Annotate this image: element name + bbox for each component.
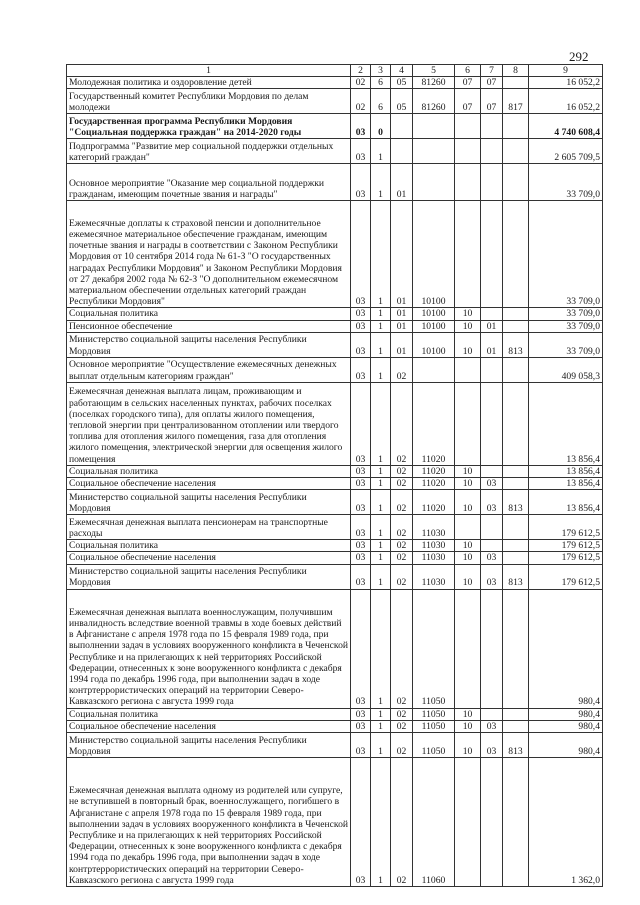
section-code-cell: 03 [351,357,371,382]
admin-code-cell [503,589,529,708]
direction-cell: 11030 [413,564,455,589]
table-row [67,564,603,589]
table-row [67,708,603,720]
admin-code-cell [503,540,529,552]
activity-cell [391,139,413,164]
section-code-cell: 03 [351,589,371,708]
header-row [67,65,603,77]
direction-cell [413,139,455,164]
section-code-cell: 02 [351,77,371,89]
activity-cell: 01 [391,164,413,201]
amount-cell: 980,4 [529,733,603,758]
admin-code-cell [503,552,529,564]
activity-cell: 05 [391,89,413,114]
chapter-cell [455,114,481,139]
subprogram-cell: 1 [371,320,391,332]
subprogram-cell: 1 [371,758,391,887]
item-name-cell: Ежемесячная денежная выплата пенсионерам на транспортные расходы [67,515,351,540]
amount-cell: 13 856,4 [529,465,603,477]
activity-cell: 05 [391,77,413,89]
chapter-cell [455,758,481,887]
section-code-cell: 03 [351,308,371,320]
chapter-cell: 07 [455,89,481,114]
subsection-cell: 01 [481,332,503,357]
table-row [67,77,603,89]
budget-table [66,64,603,887]
table-row [67,540,603,552]
chapter-cell [455,382,481,465]
subprogram-cell: 1 [371,139,391,164]
subprogram-cell: 0 [371,114,391,139]
subprogram-cell: 1 [371,382,391,465]
table-row [67,758,603,887]
subsection-cell [481,308,503,320]
admin-code-cell [503,114,529,139]
activity-cell: 02 [391,552,413,564]
item-name-cell: Социальное обеспечение населения [67,478,351,490]
subprogram-cell: 1 [371,720,391,732]
section-code-cell: 03 [351,720,371,732]
amount-cell: 13 856,4 [529,478,603,490]
subprogram-cell: 1 [371,733,391,758]
section-code-cell: 03 [351,708,371,720]
activity-cell [391,114,413,139]
activity-cell: 02 [391,465,413,477]
subsection-cell [481,114,503,139]
admin-code-cell: 813 [503,564,529,589]
item-name-cell: Социальная политика [67,540,351,552]
table-row [67,201,603,308]
table-row [67,357,603,382]
admin-code-cell [503,720,529,732]
table-row [67,515,603,540]
subprogram-cell: 1 [371,564,391,589]
item-name-cell: Социальная политика [67,308,351,320]
item-name-cell: Ежемесячные доплаты к страховой пенсии и дополнительное ежемесячное материальное обеспечение гражданам, имеющим почетные звания и награды в соответствии с Законом Республики Мордовия от 10 сентября 2014 года № 61-З "О государственных наградах Республики Мордовия" и Законом Республики Мордовия от 27 декабря 2002 года № 62-З "О дополнительном ежемесячном материальном обеспечении отдельных категорий граждан Республики Мордовия" [67,201,351,308]
item-name-cell: Министерство социальной защиты населения Республики Мордовия [67,564,351,589]
table-row [67,114,603,139]
subprogram-cell: 1 [371,515,391,540]
direction-cell [413,357,455,382]
admin-code-cell [503,201,529,308]
subsection-cell: 03 [481,733,503,758]
section-code-cell: 03 [351,515,371,540]
activity-cell: 02 [391,382,413,465]
direction-cell: 10100 [413,320,455,332]
chapter-cell [455,139,481,164]
table-row [67,164,603,201]
admin-code-cell [503,139,529,164]
item-name-cell: Основное мероприятие "Оказание мер социальной поддержки гражданам, имеющим почетные звания и награды" [67,164,351,201]
item-name-cell: Государственный комитет Республики Мордовия по делам молодежи [67,89,351,114]
activity-cell: 02 [391,490,413,515]
subsection-cell [481,540,503,552]
chapter-cell: 10 [455,552,481,564]
amount-cell: 2 605 709,5 [529,139,603,164]
amount-cell: 1 362,0 [529,758,603,887]
item-name-cell: Министерство социальной защиты населения Республики Мордовия [67,733,351,758]
activity-cell: 02 [391,564,413,589]
table-row [67,720,603,732]
activity-cell: 01 [391,308,413,320]
section-code-cell: 03 [351,490,371,515]
chapter-cell: 10 [455,332,481,357]
subsection-cell [481,515,503,540]
table-row [67,89,603,114]
section-code-cell: 03 [351,332,371,357]
column-header: 5 [413,65,455,77]
amount-cell: 980,4 [529,708,603,720]
chapter-cell [455,357,481,382]
amount-cell: 179 612,5 [529,540,603,552]
subsection-cell [481,357,503,382]
section-code-cell: 03 [351,564,371,589]
chapter-cell: 10 [455,320,481,332]
section-code-cell: 03 [351,758,371,887]
column-header: 3 [371,65,391,77]
amount-cell: 33 709,0 [529,164,603,201]
admin-code-cell: 813 [503,490,529,515]
item-name-cell: Подпрограмма "Развитие мер социальной поддержки отдельных категорий граждан" [67,139,351,164]
amount-cell: 4 740 608,4 [529,114,603,139]
admin-code-cell [503,382,529,465]
column-header: 4 [391,65,413,77]
amount-cell: 179 612,5 [529,564,603,589]
section-code-cell: 03 [351,382,371,465]
subsection-cell [481,589,503,708]
amount-cell: 179 612,5 [529,552,603,564]
subprogram-cell: 1 [371,708,391,720]
item-name-cell: Государственная программа Республики Мордовия "Социальная поддержка граждан" на 2014-2020 годы [67,114,351,139]
table-row [67,139,603,164]
table-row [67,589,603,708]
page-number: 292 [569,49,589,64]
subprogram-cell: 6 [371,89,391,114]
amount-cell: 33 709,0 [529,201,603,308]
activity-cell: 02 [391,720,413,732]
subsection-cell: 03 [481,564,503,589]
item-name-cell: Ежемесячная денежная выплата лицам, проживающим и работающим в сельских населенных пунктах, рабочих поселках (поселках городского типа), для оплаты жилого помещения, тепловой энергии при централизованном отоплении или твердого топлива для отопления жилого помещения, газа для отопления жилого помещения, электрической энергии для освещения жилого помещения [67,382,351,465]
subsection-cell [481,139,503,164]
chapter-cell [455,515,481,540]
subprogram-cell: 1 [371,540,391,552]
chapter-cell: 07 [455,77,481,89]
admin-code-cell [503,465,529,477]
admin-code-cell: 817 [503,89,529,114]
section-code-cell: 03 [351,139,371,164]
activity-cell: 02 [391,589,413,708]
subsection-cell [481,164,503,201]
table-row [67,382,603,465]
column-header: 2 [351,65,371,77]
chapter-cell: 10 [455,733,481,758]
amount-cell: 33 709,0 [529,308,603,320]
admin-code-cell [503,708,529,720]
item-name-cell: Социальная политика [67,708,351,720]
activity-cell: 02 [391,758,413,887]
table-row [67,733,603,758]
section-code-cell: 03 [351,552,371,564]
section-code-cell: 03 [351,733,371,758]
subsection-cell: 03 [481,552,503,564]
amount-cell: 16 052,2 [529,89,603,114]
subsection-cell [481,708,503,720]
section-code-cell: 03 [351,478,371,490]
subsection-cell: 07 [481,77,503,89]
activity-cell: 02 [391,708,413,720]
activity-cell: 02 [391,357,413,382]
subprogram-cell: 1 [371,201,391,308]
direction-cell: 11050 [413,708,455,720]
subprogram-cell: 1 [371,332,391,357]
subsection-cell [481,201,503,308]
table-row [67,308,603,320]
column-header: 9 [529,65,603,77]
direction-cell: 10100 [413,308,455,320]
subsection-cell: 03 [481,720,503,732]
subprogram-cell: 1 [371,552,391,564]
direction-cell: 11020 [413,490,455,515]
admin-code-cell [503,164,529,201]
activity-cell: 01 [391,320,413,332]
admin-code-cell [503,758,529,887]
item-name-cell: Социальное обеспечение населения [67,720,351,732]
item-name-cell: Ежемесячная денежная выплата военнослужащим, получившим инвалидность вследствие военной травмы в ходе боевых действий в Афганистане с апреля 1978 года по 15 февраля 1989 года, при выполнении задач в условиях вооруженного конфликта в Чеченской Республике и на прилегающих к ней территориях Российской Федерации, отнесенных к зоне вооруженного конфликта с декабря 1994 года по декабрь 1996 года, при выполнении задач в ходе контртеррористических операций на территории Северо-Кавказского региона с августа 1999 года [67,589,351,708]
amount-cell: 33 709,0 [529,332,603,357]
amount-cell: 980,4 [529,589,603,708]
admin-code-cell [503,320,529,332]
subsection-cell [481,465,503,477]
subprogram-cell: 1 [371,465,391,477]
direction-cell: 10100 [413,201,455,308]
chapter-cell: 10 [455,720,481,732]
admin-code-cell: 813 [503,733,529,758]
chapter-cell: 10 [455,478,481,490]
admin-code-cell [503,357,529,382]
subprogram-cell: 1 [371,490,391,515]
table-row [67,478,603,490]
chapter-cell [455,201,481,308]
subsection-cell: 01 [481,320,503,332]
table-row [67,332,603,357]
subprogram-cell: 1 [371,589,391,708]
table-row [67,552,603,564]
table-row [67,320,603,332]
chapter-cell: 10 [455,490,481,515]
activity-cell: 02 [391,515,413,540]
subprogram-cell: 1 [371,357,391,382]
direction-cell: 11020 [413,478,455,490]
activity-cell: 02 [391,540,413,552]
admin-code-cell [503,77,529,89]
subsection-cell [481,758,503,887]
direction-cell: 11020 [413,382,455,465]
amount-cell: 13 856,4 [529,382,603,465]
column-header: 1 [67,65,351,77]
item-name-cell: Ежемесячная денежная выплата одному из родителей или супруге, не вступившей в повторный брак, военнослужащего, погибшего в Афганистане с апреля 1978 года по 15 февраля 1989 года, при выполнении задач в условиях вооруженного конфликта в Чеченской Республике и на прилегающих к ней территориях Российской Федерации, отнесенных к зоне вооруженного конфликта с декабря 1994 года по декабрь 1996 года, при выполнении задач в ходе контртеррористических операций на территории Северо-Кавказского региона с августа 1999 года [67,758,351,887]
activity-cell: 02 [391,733,413,758]
item-name-cell: Министерство социальной защиты населения Республики Мордовия [67,332,351,357]
activity-cell: 01 [391,201,413,308]
subprogram-cell: 6 [371,77,391,89]
direction-cell: 11030 [413,515,455,540]
amount-cell: 33 709,0 [529,320,603,332]
section-code-cell: 02 [351,89,371,114]
direction-cell: 11050 [413,589,455,708]
table-row [67,465,603,477]
item-name-cell: Молодежная политика и оздоровление детей [67,77,351,89]
amount-cell: 179 612,5 [529,515,603,540]
activity-cell: 01 [391,332,413,357]
chapter-cell [455,164,481,201]
admin-code-cell [503,515,529,540]
amount-cell: 409 058,3 [529,357,603,382]
chapter-cell: 10 [455,564,481,589]
admin-code-cell [503,478,529,490]
item-name-cell: Министерство социальной защиты населения Республики Мордовия [67,490,351,515]
subsection-cell [481,382,503,465]
subsection-cell: 03 [481,490,503,515]
direction-cell: 11050 [413,720,455,732]
direction-cell: 11060 [413,758,455,887]
section-code-cell: 03 [351,114,371,139]
section-code-cell: 03 [351,164,371,201]
direction-cell: 81260 [413,77,455,89]
direction-cell: 81260 [413,89,455,114]
section-code-cell: 03 [351,201,371,308]
admin-code-cell: 813 [503,332,529,357]
activity-cell: 02 [391,478,413,490]
chapter-cell: 10 [455,465,481,477]
chapter-cell: 10 [455,708,481,720]
chapter-cell: 10 [455,308,481,320]
item-name-cell: Социальная политика [67,465,351,477]
table-row [67,490,603,515]
amount-cell: 980,4 [529,720,603,732]
subsection-cell: 07 [481,89,503,114]
direction-cell: 11030 [413,552,455,564]
subprogram-cell: 1 [371,164,391,201]
column-header: 6 [455,65,481,77]
item-name-cell: Основное мероприятие "Осуществление ежемесячных денежных выплат отдельным категориям граждан" [67,357,351,382]
amount-cell: 13 856,4 [529,490,603,515]
direction-cell: 11030 [413,540,455,552]
direction-cell: 11050 [413,733,455,758]
subprogram-cell: 1 [371,308,391,320]
chapter-cell [455,589,481,708]
item-name-cell: Социальное обеспечение населения [67,552,351,564]
admin-code-cell [503,308,529,320]
column-header: 7 [481,65,503,77]
section-code-cell: 03 [351,540,371,552]
direction-cell [413,114,455,139]
subprogram-cell: 1 [371,478,391,490]
direction-cell: 10100 [413,332,455,357]
direction-cell: 11020 [413,465,455,477]
item-name-cell: Пенсионное обеспечение [67,320,351,332]
subsection-cell: 03 [481,478,503,490]
amount-cell: 16 052,2 [529,77,603,89]
chapter-cell: 10 [455,540,481,552]
section-code-cell: 03 [351,320,371,332]
direction-cell [413,164,455,201]
section-code-cell: 03 [351,465,371,477]
column-header: 8 [503,65,529,77]
